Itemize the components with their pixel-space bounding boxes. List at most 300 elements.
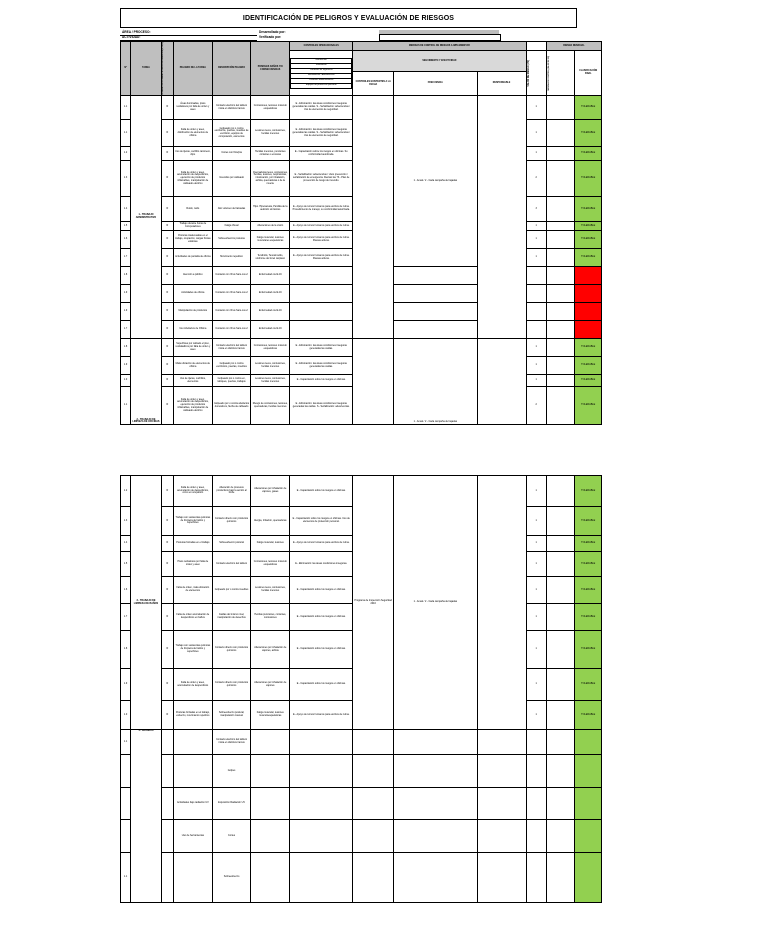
peligro-cell: Áreas iluminadas, pisos resbalosos por falta de orden y aseo (173, 96, 212, 120)
consecuencia-cell: Lesiones leves, contusiones, heridas menores (251, 577, 290, 604)
consecuencia-cell: Quemaduras leves, contusiones, heridas, lesiones, respiratorias, intoxicación, por inhalación, asfixia, quemaduras o de la muerte (251, 161, 290, 197)
peligro-cell: Falta de orden y aseo, acumulación de desperdicios, ejecución de productos inflamables, manipulación de cableado eléctrico (173, 161, 212, 197)
peligro-cell (173, 730, 212, 755)
control-eliminacion: Eliminación (291, 58, 352, 63)
medida-cell (546, 853, 575, 903)
row-number: 1.9 (121, 285, 131, 303)
vr-cell: 1 (526, 120, 546, 147)
table-row (121, 820, 602, 853)
clasificacion-cell: TOLERABLE (575, 161, 602, 197)
peligro-cell: Posturas forzadas en el trabajo (173, 536, 212, 552)
frecuencia-cell: 1 - Anual / 2 - Cada campaña de bajadas (394, 339, 478, 425)
vr-cell (526, 788, 546, 820)
row-number (121, 788, 131, 820)
vr-cell (526, 321, 546, 339)
vr-cell: 1 (526, 577, 546, 604)
peligro-cell: Atención a público (173, 267, 212, 285)
table-row (121, 339, 602, 357)
control-cell (290, 788, 353, 820)
vr-cell (526, 285, 546, 303)
table-row (121, 96, 602, 120)
vr-cell (526, 303, 546, 321)
row-number: 1.3 (121, 507, 131, 536)
row-number: 1.6 (121, 231, 131, 249)
peligro-cell: Superficies por calzado el piso, resbaladizos por falta de orden y aseo (173, 339, 212, 357)
clasificacion-cell (575, 853, 602, 903)
row-number (121, 820, 131, 853)
medida-cell (546, 507, 575, 536)
controles-list (290, 58, 352, 89)
routine-cell: R (161, 249, 173, 267)
control-administrativos: Controles administrativos (291, 78, 352, 83)
descripcion-cell: Movimiento repetitivo (212, 249, 251, 267)
row-number: 1.3 (121, 161, 131, 197)
consecuencia-cell: Hipo. Hiperacusia, Pérdida de la audición sin Estrés (251, 197, 290, 222)
consecuencia-cell (251, 755, 290, 788)
tarea-cell-b: 2.- TRABAJO DE LIMPIEZA DE OFICINAS (131, 339, 162, 425)
medida-cell (546, 321, 575, 339)
vr-cell: 1 (526, 96, 546, 120)
consecuencia-cell (251, 788, 290, 820)
peligro-cell: Ruido, ruido (173, 197, 212, 222)
medida-cell (546, 820, 575, 853)
consecuencia-cell: Tendinitis, Tenosinovitis, síndrome del túnel carpiano (251, 249, 290, 267)
responsable-cell (477, 755, 526, 788)
frecuencia-cell (394, 321, 478, 339)
col-consecuencias: POSIBLES DAÑOS Y/O CONSECUENCIAS (251, 42, 290, 96)
peligro-cell: Uso de tijeras, cuchillos, elementos (173, 375, 212, 387)
peligro-cell: Trabajo durante horas de Computadores (173, 222, 212, 231)
frecuencia-cell (394, 267, 478, 285)
medida-cell (546, 536, 575, 552)
control-epp: Equipos de protección personal (291, 83, 352, 88)
routine-cell: R (161, 197, 173, 222)
control-cell: E.- Capacitación sobre los riesgos en oficinas. (290, 375, 353, 387)
routine-cell: R (161, 285, 173, 303)
control-cell (290, 267, 353, 285)
verified-by-field[interactable] (379, 34, 501, 41)
control-cell (290, 321, 353, 339)
consecuencia-cell: Enfermedad covid-19 (251, 321, 290, 339)
peligro-cell: Pisos resbalosos por falta de orden y aseo (173, 552, 212, 577)
area-label: ÁREA / PROCESO: (120, 30, 257, 36)
frecuencia-cell (394, 788, 478, 820)
routine-cell (161, 820, 173, 853)
peligro-cell: Actividades bajo radiación UV (173, 788, 212, 820)
clasificacion-cell: TOLERABLE (575, 339, 602, 357)
control-cell: E.- Eliminación: las áreas condiciones inseguras generadas las caídas. (290, 339, 353, 357)
medida-cell (546, 147, 575, 161)
vr-cell: 1 (526, 552, 546, 577)
routine-cell: R (161, 267, 173, 285)
descripcion-cell: Incendios por cableado (212, 161, 251, 197)
row-number: 1.7 (121, 604, 131, 631)
clasificacion-cell: TOLERABLE (575, 375, 602, 387)
risk-table-1 (120, 41, 602, 425)
clasificacion-cell: TOLERABLE (575, 197, 602, 222)
descripcion-cell: Golpes (212, 755, 251, 788)
vr-cell: 2 (526, 161, 546, 197)
implement-cell (353, 96, 394, 339)
vr-cell: 2 (526, 387, 546, 425)
clasificacion-cell: TOLERABLE (575, 96, 602, 120)
responsable-cell (477, 96, 526, 339)
routine-cell: R (161, 357, 173, 375)
clasificacion-cell: TOLERABLE (575, 536, 602, 552)
program-cell (353, 788, 394, 820)
vr-cell: 3 (526, 197, 546, 222)
consecuencia-cell: Enfermedad covid-19 (251, 285, 290, 303)
routine-cell: R (161, 536, 173, 552)
descripcion-cell: Contacto con Virus Sars-cov-2 (212, 303, 251, 321)
row-number: 1.2 (121, 147, 131, 161)
page-1 (120, 8, 602, 444)
medida-cell (546, 222, 575, 231)
peligro-cell: Falta de orden y aseo, distribución de elementos de oficina (173, 120, 212, 147)
medida-cell (546, 357, 575, 375)
descripcion-cell: Golpeado por o contra muebles (212, 577, 251, 604)
clasificacion-cell (575, 820, 602, 853)
col-seguimiento: SEGUIMIENTO Y EFECTIVIDAD (353, 51, 526, 72)
routine-cell: R (161, 507, 173, 536)
descripcion-cell: Cortes (212, 820, 251, 853)
peligro-cell: Trabajo con sustancias químicas de limpieza de baños y superficies (173, 631, 212, 669)
medida-cell (546, 339, 575, 357)
clasificacion-cell (575, 303, 602, 321)
clasificacion-cell: TOLERABLE (575, 669, 602, 701)
medida-cell (546, 120, 575, 147)
control-cell: E.- Eliminación: las áreas condiciones inseguras generadas las caídas. S.- Señalización: advertencias / Uso de elementos de seguridad. (290, 96, 353, 120)
col-rutinaria: RUTINARIA / NO RUTINARIA / SITUACIÓN DE EMERGENCIA (R, NR, E) (161, 42, 173, 96)
descripcion-cell: Contacto con Virus Sars-cov-2 (212, 285, 251, 303)
control-cell: E.- Eliminación: las áreas condiciones inseguras. (290, 552, 353, 577)
descripcion-cell: Contacto eléctrico del tablero mixta en distintos tramos (212, 730, 251, 755)
row-number: 1.8 (121, 339, 131, 357)
col-valor-riesgo: VALOR DE RIESGO (VR) (526, 51, 546, 96)
row-number: 1.9 (121, 357, 131, 375)
routine-cell: R (161, 96, 173, 120)
peligro-cell (173, 755, 212, 788)
frecuencia-cell (394, 730, 478, 755)
control-cell (290, 285, 353, 303)
program-cell (353, 730, 394, 755)
routine-cell: R (161, 120, 173, 147)
vr-cell: 1 (526, 507, 546, 536)
row-number: 1.1 (121, 853, 131, 903)
col-medidas-control: MEDIDAS DE CONTROL (VALOR DE VR) (546, 51, 575, 96)
clasificacion-cell: TOLERABLE (575, 507, 602, 536)
routine-cell: R (161, 321, 173, 339)
control-sustitucion: Sustitución (291, 63, 352, 68)
routine-cell: R (161, 701, 173, 730)
routine-cell: R (161, 231, 173, 249)
frecuencia-cell (394, 303, 478, 321)
medida-cell (546, 788, 575, 820)
control-cell (290, 853, 353, 903)
vr-cell: 1 (526, 631, 546, 669)
control-cell: E.- Eliminación: las áreas condiciones inseguras generadas las caídas. (290, 357, 353, 375)
clasificacion-cell: TOLERABLE (575, 476, 602, 507)
control-cell (290, 755, 353, 788)
clasificacion-cell (575, 730, 602, 755)
consecuencia-cell: Riesgo de contusiones, lesiones, quemaduras, heridas menores (251, 387, 290, 425)
medida-cell (546, 476, 575, 507)
control-cell: E.- Capacitación sobre los riesgos en oficinas. Su conformidad autorizada. (290, 147, 353, 161)
vr-cell: 1 (526, 357, 546, 375)
routine-cell: R (161, 387, 173, 425)
row-number: 1.0 (121, 701, 131, 730)
consecuencia-cell: Contusiones, lesiones músculo esqueléticas (251, 339, 290, 357)
peligro-cell: Falta de orden y aseo, acumulación de desperdicios (173, 669, 212, 701)
vr-cell (526, 820, 546, 853)
vr-cell: 1 (526, 604, 546, 631)
descripcion-cell: Caídas del mismo nivel, manipulación de desechos (212, 604, 251, 631)
col-controles: CONTROLES OPERACIONALES (290, 42, 353, 51)
control-cell: E.- Apoyo de turnos humanos para escritos de rutina. Procedimiento de manejo, su conformidad autorizada. (290, 197, 353, 222)
routine-cell: R (161, 222, 173, 231)
clasificacion-cell (575, 285, 602, 303)
row-number: 1.4 (121, 197, 131, 222)
medida-cell (546, 197, 575, 222)
descripcion-cell: Contacto con Virus Sars-cov-2 (212, 267, 251, 285)
col-spacer (526, 42, 546, 51)
routine-cell: R (161, 339, 173, 357)
medida-cell (546, 631, 575, 669)
peligro-cell: Uso de tijeras, cuchillo cartonero, clips (173, 147, 212, 161)
row-number: 1.9 (121, 303, 131, 321)
vr-cell: 1 (526, 249, 546, 267)
consecuencia-cell: Alteraciones por inhalación de vapores, asfixia (251, 631, 290, 669)
consecuencia-cell: Alteraciones de la visión (251, 222, 290, 231)
verified-by-label: Verificado por: (259, 35, 282, 39)
control-cell (290, 303, 353, 321)
clasificacion-cell: TOLERABLE (575, 631, 602, 669)
frecuencia-cell (394, 853, 478, 903)
peligro-cell: Actividades de pantalla de oficina (173, 249, 212, 267)
row-number: 1.5 (121, 222, 131, 231)
descripcion-cell: Contacto directo con productos químicos (212, 507, 251, 536)
col-frecuencia: FRECUENCIA (394, 72, 478, 96)
clasificacion-cell: TOLERABLE (575, 701, 602, 730)
peligro-cell: Uso Artefactos de Oficina (173, 321, 212, 339)
control-cell: E.- Apoyo de turnos humanos para escritos de rutina. (290, 701, 353, 730)
descripcion-cell: Golpeado por o contra escritorios, puertas, muebles de escritorio, equipos de computación, elementos (212, 120, 251, 147)
activity-row (120, 35, 501, 40)
row-number: 1.9 (121, 669, 131, 701)
control-senalizacion: Señalización / Advertencias (291, 73, 352, 78)
col-peligro: PELIGRO DE LA TAREA (173, 42, 212, 96)
responsable-cell (477, 788, 526, 820)
consecuencia-cell: Heridas punzantes, cortantes, contusiones (251, 604, 290, 631)
routine-cell (161, 788, 173, 820)
consecuencia-cell: Lesiones leves, contusiones, heridas menores (251, 375, 290, 387)
consecuencia-cell (251, 730, 290, 755)
vr-cell (526, 755, 546, 788)
clasificacion-cell (575, 788, 602, 820)
program-cell (353, 853, 394, 903)
tarea-cell-d: 4.- BAJADAS (131, 730, 162, 903)
control-cell (290, 820, 353, 853)
col-responsable: RESPONSABLE (477, 72, 526, 96)
row-number: 1.1 (121, 120, 131, 147)
clasificacion-cell: TOLERABLE (575, 604, 602, 631)
descripcion-cell: Alteración de procesos productivos bajo la acción al limite (212, 476, 251, 507)
consecuencia-cell: Lesiones leves, contusiones, heridas menores (251, 357, 290, 375)
responsable-cell (477, 853, 526, 903)
col-medidas: MEDIDAS DE CONTROL DE RIESGOS A IMPLEMENTAR (353, 42, 526, 51)
routine-cell: R (161, 669, 173, 701)
document-title: IDENTIFICACIÓN DE PELIGROS Y EVALUACIÓN DE RIESGOS (120, 8, 577, 28)
consecuencia-cell (251, 853, 290, 903)
peligro-cell: Mala ubicación de elementos de oficina (173, 357, 212, 375)
responsable-cell (477, 339, 526, 425)
medida-cell (546, 755, 575, 788)
row-number: 1.7 (121, 321, 131, 339)
medida-cell (546, 577, 575, 604)
clasificacion-cell: TOLERABLE (575, 120, 602, 147)
col-riesgo-residual: RIESGO RESIDUAL (546, 42, 601, 51)
frecuencia-cell: 1 - Anual / 2 - Cada campaña de bajadas (394, 476, 478, 730)
clasificacion-cell (575, 321, 602, 339)
col-clasificacion: CLASIFICACIÓN FINAL (575, 51, 602, 96)
descripcion-cell: Fatiga Visual (212, 222, 251, 231)
routine-cell (161, 853, 173, 903)
vr-cell: 1 (526, 147, 546, 161)
consecuencia-cell: Alergia, irritación, quemaduras (251, 507, 290, 536)
row-number: 1.1 (121, 387, 131, 425)
medida-cell (546, 231, 575, 249)
clasificacion-cell: TOLERABLE (575, 231, 602, 249)
consecuencia-cell: Enfermedad covid-19 (251, 303, 290, 321)
vr-cell (526, 267, 546, 285)
consecuencia-cell: Alteraciones por inhalación de vapores (251, 669, 290, 701)
medida-cell (546, 267, 575, 285)
control-cell: E.- Capacitación sobre los riesgos en oficinas. (290, 577, 353, 604)
routine-cell: R (161, 577, 173, 604)
clasificacion-cell: TOLERABLE (575, 357, 602, 375)
descripcion-cell: Contacto directo con productos químicos (212, 631, 251, 669)
vr-cell: 1 (526, 476, 546, 507)
table-row (121, 730, 602, 755)
row-number: 1.5 (121, 552, 131, 577)
col-tarea: TAREA (131, 42, 162, 96)
peligro-cell: Posturas inadecuadas en el trabajo, ocupación, cargas físicas estáticas (173, 231, 212, 249)
vr-cell: 1 (526, 231, 546, 249)
descripcion-cell: Sobreesfuerzos posturas (212, 231, 251, 249)
program-cell (353, 820, 394, 853)
routine-cell (161, 730, 173, 755)
descripcion-cell: Golpeado por o contra en, tabiques, puertas, trabajos (212, 375, 251, 387)
clasificacion-cell: TOLERABLE (575, 552, 602, 577)
control-ingenieria: Controles de Ingeniería (291, 68, 352, 73)
col-control-implementar: CONTROLES EXISTENTES A LA FECHA (353, 72, 394, 96)
medida-cell (546, 96, 575, 120)
medida-cell (546, 701, 575, 730)
descripcion-cell: Sobreesfuerzo postural (212, 536, 251, 552)
routine-cell (161, 755, 173, 788)
peligro-cell: Falta de orden y aseo, acumulación de desperdicios, ejecución de productos inflamables, manipulación de cableado eléctrico (173, 387, 212, 425)
implement-cell (353, 339, 394, 425)
vr-cell: 1 (526, 222, 546, 231)
medida-cell (546, 285, 575, 303)
consecuencia-cell (251, 820, 290, 853)
row-number: 1.0 (121, 375, 131, 387)
table-row (121, 476, 602, 507)
vr-cell: 1 (526, 339, 546, 357)
clasificacion-cell: TOLERABLE (575, 222, 602, 231)
responsable-cell (477, 820, 526, 853)
routine-cell: R (161, 303, 173, 321)
control-cell: E.- Capacitación sobre los riesgos en oficinas. (290, 476, 353, 507)
vr-cell (526, 853, 546, 903)
descripcion-cell: Exposición Radiación UV (212, 788, 251, 820)
table-row (121, 788, 602, 820)
medida-cell (546, 669, 575, 701)
medida-cell (546, 375, 575, 387)
row-number: 1.4 (121, 536, 131, 552)
descripcion-cell: Contacto eléctrico del tablero mixta en distintos tramos (212, 96, 251, 120)
descripcion-cell: Alto volumen de llamadas (212, 197, 251, 222)
peligro-cell: Falta de orden acumulación de desperdicios en baños (173, 604, 212, 631)
descripcion-cell: Golpeado por o contra artefactos domésticos, flecha de cableado (212, 387, 251, 425)
peligro-cell: Falta de orden y aseo, acumulación de desperdicios, como en ocupación (173, 476, 212, 507)
control-cell: E.- Señalización: advertencias / Usos prevención / señalización de emergencia. Revisar las 73.- Plan de prevención de riesgo de incendio. (290, 161, 353, 197)
frecuencia-cell (394, 285, 478, 303)
row-number: 1.7 (121, 249, 131, 267)
row-number (121, 755, 131, 788)
vr-cell: 1 (526, 669, 546, 701)
control-cell: E.- Apoyo de turnos humanos para escritos de rutina. (290, 536, 353, 552)
frecuencia-cell: 1 - Anual / 2 - Cada campaña de bajadas (394, 96, 478, 267)
control-cell: E.- Apoyo de turnos humanos para escritos de rutina. Pausas activas. (290, 249, 353, 267)
control-cell: E.- Eliminación: las áreas condiciones inseguras generadas las caídas. S.- Señalización: advertencias / Uso de elementos de seguridad. (290, 120, 353, 147)
control-cell: E.- Apoyo de turnos humanos para escritos de rutina. (290, 222, 353, 231)
table-row (121, 853, 602, 903)
control-cell (290, 730, 353, 755)
control-cell: E.- Capacitación sobre los riesgos en oficinas. (290, 631, 353, 669)
consecuencia-cell: Fatiga muscular, lesiones musculoesqueléticas (251, 701, 290, 730)
clasificacion-cell (575, 267, 602, 285)
control-cell: E.- Capacitación sobre los riesgos en oficinas. Uso de elementos de protección personal. (290, 507, 353, 536)
consecuencia-cell: Contusiones, lesiones músculo esqueléticas (251, 96, 290, 120)
risk-table-2 (120, 475, 602, 903)
descripcion-cell: Sobreesfuerzo (212, 853, 251, 903)
medida-cell (546, 730, 575, 755)
peligro-cell: Uso de herramientas (173, 820, 212, 853)
routine-cell: R (161, 147, 173, 161)
control-cell: E.- Eliminación: las áreas condiciones inseguras generadas las caídas. S.- Señalización: advertencias. (290, 387, 353, 425)
medida-cell (546, 161, 575, 197)
routine-cell: R (161, 161, 173, 197)
table-row (121, 755, 602, 788)
clasificacion-cell: TOLERABLE (575, 387, 602, 425)
descripcion-cell: Contacto eléctrico del tablero mixta en distintos tramos (212, 339, 251, 357)
col-descripcion: DESCRIPCIÓN PELIGRO (212, 42, 251, 96)
medida-cell (546, 303, 575, 321)
row-number: 1.1 (121, 730, 131, 755)
activity-label: ACTIVIDAD: (120, 35, 257, 41)
consecuencia-cell: Lesiones leves, contusiones, heridas menores (251, 120, 290, 147)
descripcion-cell: Golpeado por o contra escritorios, puertas, muebles (212, 357, 251, 375)
routine-cell: R (161, 375, 173, 387)
consecuencia-cell: Fatiga muscular, lesiones musculares esqueléticas (251, 231, 290, 249)
row-number: 1.2 (121, 476, 131, 507)
col-n: Nº (121, 42, 131, 96)
program-cell: Programa de Inspección Seguridad 2016 (353, 476, 394, 730)
descripcion-cell: Contacto con Virus Sars-cov-2 (212, 321, 251, 339)
routine-cell: R (161, 552, 173, 577)
program-cell (353, 755, 394, 788)
